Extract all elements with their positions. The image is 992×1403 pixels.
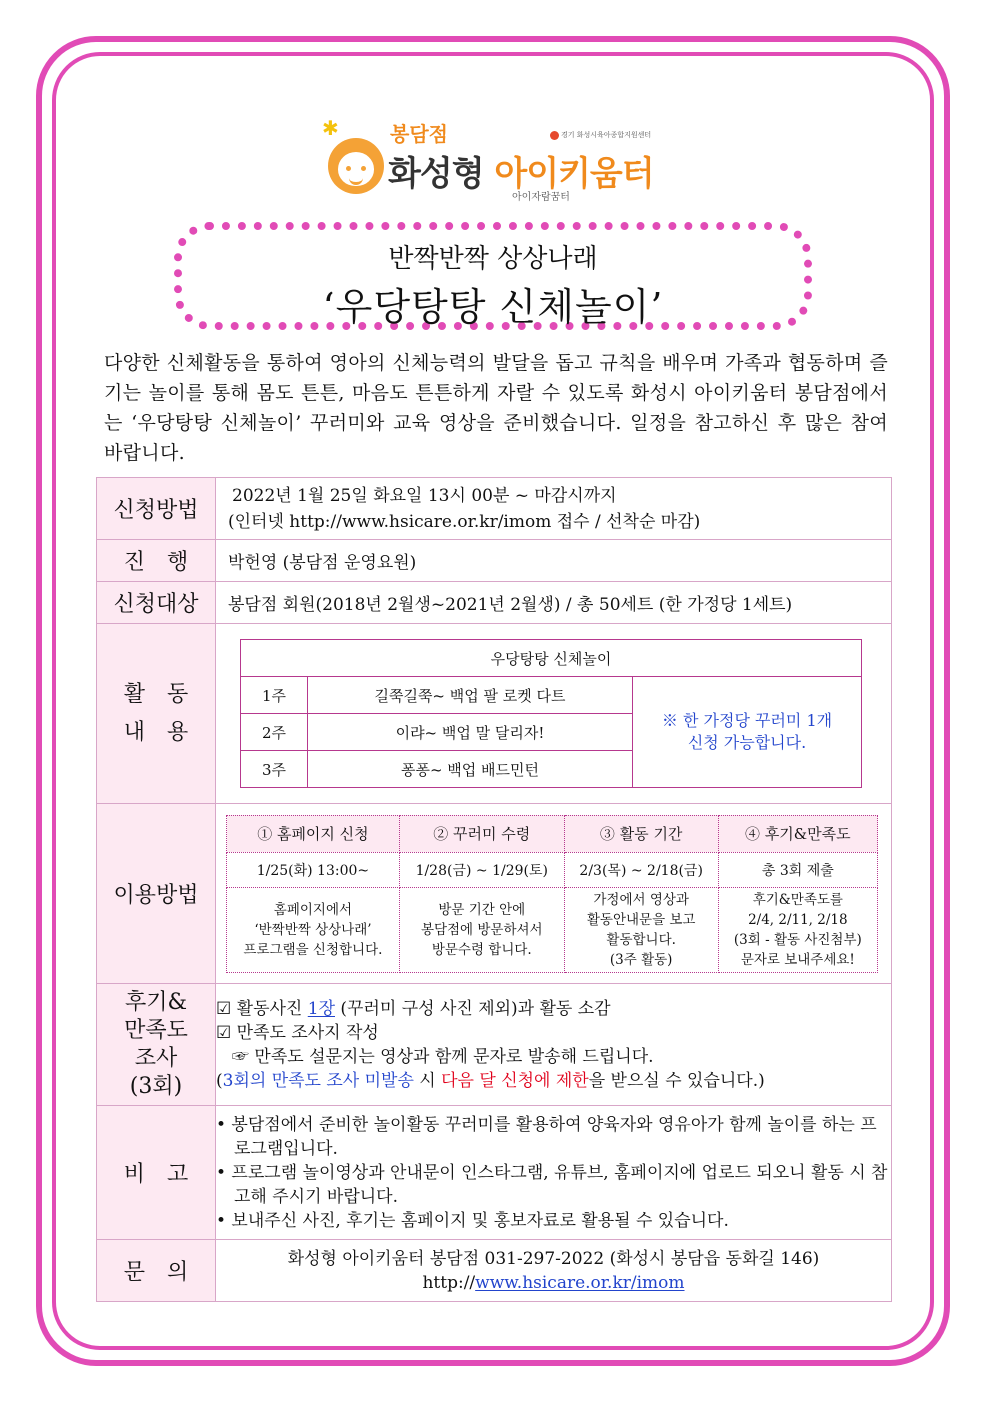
review-item-notice: ☞ 만족도 설문지는 영상과 함께 문자로 발송해 드립니다. <box>232 1046 654 1067</box>
step-date: 총 3회 제출 <box>718 852 877 887</box>
step-desc: 방문 기간 안에 봉담점에 방문하셔서 방문수령 합니다. <box>399 887 564 972</box>
logo <box>322 116 682 206</box>
row-target <box>97 582 892 624</box>
title-subtitle: 반짝반짝 상상나래 <box>388 244 598 274</box>
center-label: 경기 화성시육아종합지원센터 <box>550 130 651 140</box>
logo-branch: 봉담점 <box>390 122 448 146</box>
step-date: 2/3(목) ~ 2/18(금) <box>564 852 718 887</box>
progress-label: 진 행 <box>97 540 216 582</box>
homepage-link[interactable]: www.hsicare.or.kr/imom <box>475 1272 685 1293</box>
smiley-face-icon <box>328 138 384 194</box>
progress-value: 박헌영 (봉담점 운영요원) <box>216 540 892 582</box>
step-desc: 홈페이지에서 ‘반짝반짝 상상나래’ 프로그램을 신청합니다. <box>227 887 400 972</box>
apply-method: (인터넷 http://www.hsicare.or.kr/imom 접수 / 선착순 마감) <box>228 511 701 532</box>
contact-label: 문 의 <box>97 1240 216 1302</box>
row-activity <box>97 624 892 804</box>
step-title: ② 꾸러미 수령 <box>399 815 564 852</box>
intro-text: 다양한 신체활동을 통하여 영아의 신체능력의 발달을 돕고 규칙을 배우며 가족과 협동하며 즐기는 놀이를 통해 몸도 튼튼, 마음도 튼튼하게 자랄 수 있도록 화성시 아이키움터 봉담점에서는 ‘우당탕탕 신체놀이’ 꾸러미와 교육 영상을 준비했습니다. 일정을 참고하신 후 많은 참여 바랍니다. <box>104 352 888 464</box>
step-title: ① 홈페이지 신청 <box>227 815 400 852</box>
week-activity: 이랴~ 백업 말 달리자! <box>308 714 633 751</box>
star-icon: ✱ <box>322 116 339 140</box>
week-label: 2주 <box>241 714 308 751</box>
title-box <box>174 222 812 330</box>
row-note <box>97 1106 892 1240</box>
review-warning: (3회의 만족도 조사 미발송 시 다음 달 신청에 제한을 받으실 수 있습니다.) <box>216 1070 765 1091</box>
target-value: 봉담점 회원(2018년 2월생~2021년 2월생) / 총 50세트 (한 가정당 1세트) <box>216 582 892 624</box>
page-title: ‘우당탕탕 신체놀이’ <box>322 285 664 329</box>
note-item: • 프로그램 놀이영상과 안내문이 인스타그램, 유튜브, 홈페이지에 업로드 되오니 활동 시 참고해 주시기 바랍니다. <box>216 1162 888 1207</box>
row-review <box>97 984 892 1106</box>
review-label: 후기& 만족도 조사 (3회) <box>97 984 216 1106</box>
logo-subtitle: 아이자람꿈터 <box>512 192 570 203</box>
step-title: ④ 후기&만족도 <box>718 815 877 852</box>
row-apply <box>97 478 892 540</box>
apply-label: 신청방법 <box>97 478 216 540</box>
note-item: • 보내주신 사진, 후기는 홈페이지 및 홍보자료로 활용될 수 있습니다. <box>216 1210 729 1231</box>
step-date: 1/28(금) ~ 1/29(토) <box>399 852 564 887</box>
review-item-survey: ☑ 만족도 조사지 작성 <box>216 1022 379 1043</box>
activity-label: 활 동 내 용 <box>97 624 216 804</box>
center-logo-icon <box>550 131 559 140</box>
usage-steps-table <box>226 815 878 973</box>
week-activity: 길쭉길쭉~ 백업 팔 로켓 다트 <box>308 677 633 714</box>
week-activity: 퐁퐁~ 백업 배드민턴 <box>308 751 633 788</box>
step-date: 1/25(화) 13:00~ <box>227 852 400 887</box>
note-item: • 봉담점에서 준비한 놀이활동 꾸러미를 활용하여 양육자와 영유아가 함께 놀이를 하는 프로그램입니다. <box>216 1114 877 1159</box>
row-progress <box>97 540 892 582</box>
step-desc: 가정에서 영상과 활동안내문을 보고 활동합니다. (3주 활동) <box>564 887 718 972</box>
week-label: 1주 <box>241 677 308 714</box>
step-desc: 후기&만족도를 2/4, 2/11, 2/18 (3회 - 활동 사진첨부) 문자로 보내주세요! <box>718 887 877 972</box>
contact-info: 화성형 아이키움터 봉담점 031-297-2022 (화성시 봉담읍 동화길 146) <box>287 1248 820 1269</box>
note-label: 비 고 <box>97 1106 216 1240</box>
review-item-photo: ☑ 활동사진 1장 (꾸러미 구성 사진 제외)과 활동 소감 <box>216 998 611 1019</box>
activity-note: ※ 한 가정당 꾸러미 1개 신청 가능합니다. <box>633 677 862 788</box>
contact-url: http://www.hsicare.or.kr/imom <box>422 1272 685 1293</box>
info-table <box>96 477 892 1302</box>
apply-date: 2022년 1월 25일 화요일 13시 00분 ~ 마감시까지 <box>232 485 617 506</box>
row-usage <box>97 804 892 984</box>
target-label: 신청대상 <box>97 582 216 624</box>
logo-name: 화성형 아이키움터 <box>388 154 654 194</box>
activity-table-title: 우당탕탕 신체놀이 <box>241 640 862 677</box>
activity-table <box>240 639 862 788</box>
row-contact <box>97 1240 892 1302</box>
week-label: 3주 <box>241 751 308 788</box>
step-title: ③ 활동 기간 <box>564 815 718 852</box>
usage-label: 이용방법 <box>97 804 216 984</box>
